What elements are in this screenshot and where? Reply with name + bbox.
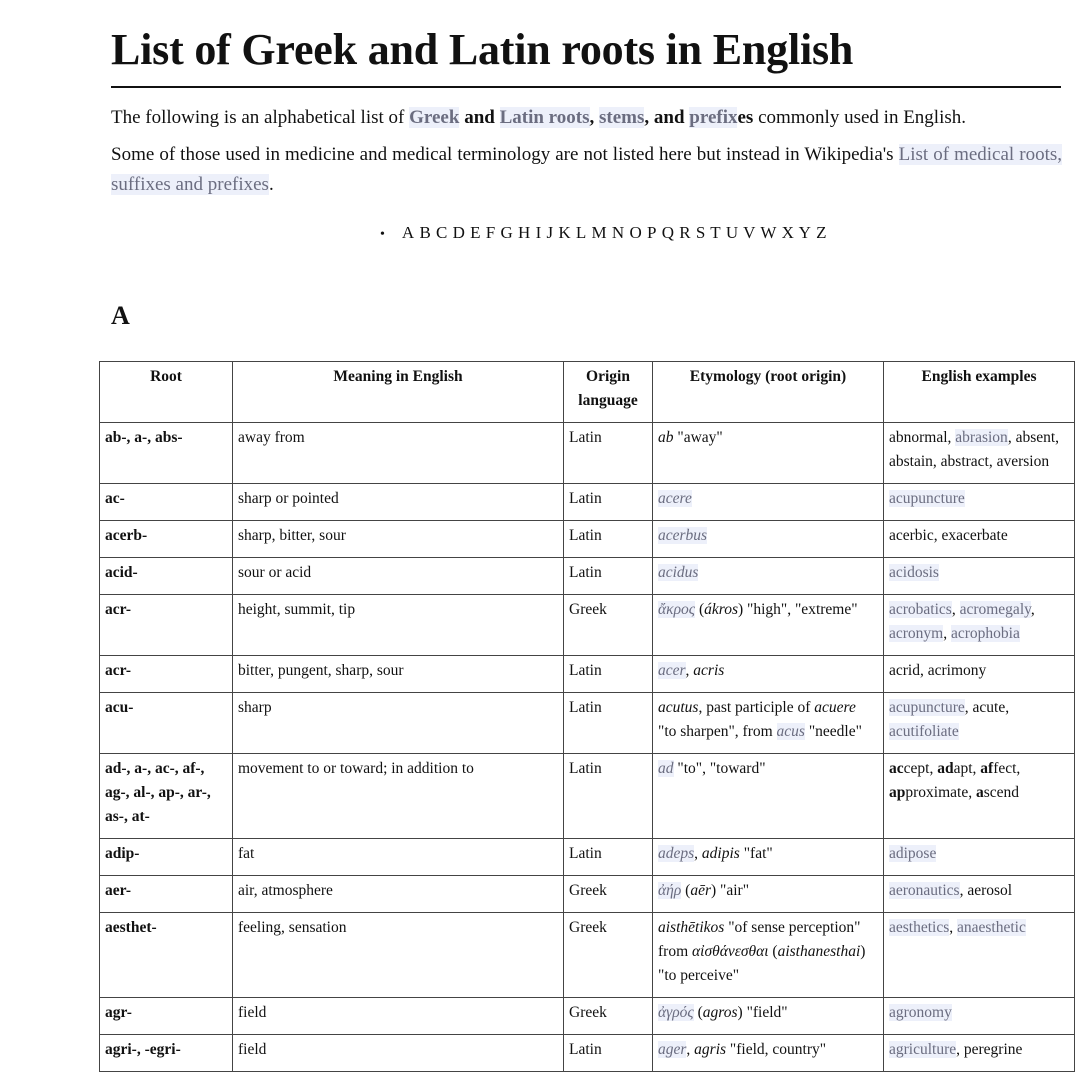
etymology-link[interactable]: adeps <box>658 845 695 862</box>
meaning-cell: sour or acid <box>233 558 564 595</box>
table-header-row <box>100 362 1075 423</box>
etymology-link[interactable]: ager <box>658 1041 687 1058</box>
etymology-text: ) "high", "extreme" <box>737 601 858 618</box>
example-text: abnormal, <box>889 429 956 446</box>
table-row <box>100 839 1075 876</box>
origin-cell: Greek <box>564 876 653 913</box>
table-row <box>100 656 1075 693</box>
alphabet-link-f[interactable]: F <box>485 223 496 242</box>
examples-cell <box>884 521 1075 558</box>
example-text: apt, <box>953 760 981 777</box>
etymology-link[interactable]: acidus <box>658 564 699 581</box>
etymology-italic: ákros <box>704 601 738 618</box>
example-link[interactable]: acupuncture <box>889 490 965 507</box>
root-cell: acr- <box>100 595 233 656</box>
meaning-cell: sharp, bitter, sour <box>233 521 564 558</box>
origin-cell: Latin <box>564 754 653 839</box>
origin-cell: Latin <box>564 656 653 693</box>
intro-text: . <box>268 174 274 195</box>
table-row <box>100 693 1075 754</box>
example-link[interactable]: acrophobia <box>950 625 1020 642</box>
example-bold: af <box>980 760 994 777</box>
examples-cell <box>884 913 1075 998</box>
etymology-italic: adipis <box>701 845 740 862</box>
root-cell: agri-, -egri- <box>100 1035 233 1072</box>
intro-text: , <box>589 107 599 128</box>
header-root: Root <box>100 362 233 423</box>
section-heading-a: A <box>111 301 130 330</box>
etymology-link[interactable]: acerbus <box>658 527 708 544</box>
root-cell: acr- <box>100 656 233 693</box>
intro-paragraph <box>111 103 1062 133</box>
etymology-cell <box>653 693 884 754</box>
alphabet-link-x[interactable]: X <box>781 223 794 242</box>
alphabet-link-w[interactable]: W <box>760 223 777 242</box>
etymology-cell <box>653 656 884 693</box>
etymology-text: "field, country" <box>726 1041 827 1058</box>
header-origin: Origin language <box>564 362 653 423</box>
etymology-italic: αἰσθάνεσθαι <box>692 943 769 960</box>
meaning-cell: feeling, sensation <box>233 913 564 998</box>
meaning-cell: bitter, pungent, sharp, sour <box>233 656 564 693</box>
intro-text: The following is an alphabetical list of <box>111 107 410 128</box>
table-row <box>100 558 1075 595</box>
example-link[interactable]: agriculture <box>889 1041 957 1058</box>
etymology-text: ( <box>693 1004 703 1021</box>
examples-cell <box>884 484 1075 521</box>
meaning-cell: sharp or pointed <box>233 484 564 521</box>
meaning-cell: height, summit, tip <box>233 595 564 656</box>
intro-text: and <box>459 107 500 128</box>
etymology-link[interactable]: acer <box>658 662 686 679</box>
etymology-italic: aēr <box>690 882 711 899</box>
etymology-cell <box>653 521 884 558</box>
meaning-cell: away from <box>233 423 564 484</box>
example-text: fect, <box>993 760 1021 777</box>
root-cell: aesthet- <box>100 913 233 998</box>
example-link[interactable]: acromegaly <box>959 601 1031 618</box>
header-etymology: Etymology (root origin) <box>653 362 884 423</box>
medical-roots-link[interactable]: List of medical roots, suffixes and prefixes <box>111 144 1062 195</box>
etymology-italic: agros <box>702 1004 738 1021</box>
alphabet-link-j[interactable]: J <box>546 223 554 242</box>
alphabet-link-b[interactable]: B <box>419 223 431 242</box>
intro-text: Some of those used in medicine and medical terminology are not listed here but instead in Wikipedia's <box>111 144 899 165</box>
root-cell: aer- <box>100 876 233 913</box>
etymology-cell <box>653 558 884 595</box>
root-cell: ad-, a-, ac-, af-, ag-, al-, ap-, ar-, as-, at- <box>100 754 233 839</box>
meaning-cell: fat <box>233 839 564 876</box>
example-bold: ac <box>889 760 904 777</box>
etymology-text: , <box>685 662 694 679</box>
etymology-text: "to sharpen", from <box>658 723 777 740</box>
etymology-text: ( <box>681 882 691 899</box>
table-row <box>100 484 1075 521</box>
etymology-cell <box>653 484 884 521</box>
alphabet-link-m[interactable]: M <box>591 223 607 242</box>
etymology-cell <box>653 998 884 1035</box>
etymology-text: "fat" <box>739 845 773 862</box>
bullet-icon: • <box>380 227 385 242</box>
table-row <box>100 754 1075 839</box>
root-cell: acu- <box>100 693 233 754</box>
intro-text: es <box>737 107 754 128</box>
table-row <box>100 1035 1075 1072</box>
origin-cell: Greek <box>564 998 653 1035</box>
examples-cell <box>884 754 1075 839</box>
example-text: proximate, <box>905 784 976 801</box>
header-meaning: Meaning in English <box>233 362 564 423</box>
examples-cell <box>884 423 1075 484</box>
examples-cell <box>884 656 1075 693</box>
example-link[interactable]: aeronautics <box>889 882 960 899</box>
table-row <box>100 521 1075 558</box>
alphabet-link-y[interactable]: Y <box>798 223 811 242</box>
etymology-cell <box>653 1035 884 1072</box>
meaning-cell: air, atmosphere <box>233 876 564 913</box>
example-text: , <box>951 601 960 618</box>
etymology-italic: acuere <box>814 699 856 716</box>
example-link[interactable]: acutifoliate <box>889 723 959 740</box>
example-bold: a <box>975 784 984 801</box>
etymology-italic: acutus <box>658 699 699 716</box>
alphabet-link-a[interactable]: A <box>401 223 415 242</box>
etymology-italic: agris <box>694 1041 727 1058</box>
examples-cell <box>884 558 1075 595</box>
etymology-link[interactable]: acus <box>776 723 805 740</box>
origin-cell: Latin <box>564 1035 653 1072</box>
alphabet-link-s[interactable]: S <box>695 223 706 242</box>
etymology-text: , past participle of <box>698 699 815 716</box>
alphabet-link-l[interactable]: L <box>575 223 587 242</box>
examples-cell <box>884 876 1075 913</box>
etymology-text: "to", "toward" <box>673 760 766 777</box>
etymology-text: ) "field" <box>737 1004 788 1021</box>
etymology-text: "of sense perception" from <box>658 919 861 960</box>
table-row <box>100 998 1075 1035</box>
examples-cell <box>884 693 1075 754</box>
etymology-text: , <box>694 845 702 862</box>
alphabet-link-r[interactable]: R <box>679 223 691 242</box>
alphabet-link-d[interactable]: D <box>452 223 465 242</box>
alphabet-link-v[interactable]: V <box>743 223 756 242</box>
origin-cell: Latin <box>564 484 653 521</box>
origin-cell: Latin <box>564 839 653 876</box>
alphabet-link-e[interactable]: E <box>470 223 481 242</box>
etymology-italic: aisthētikos <box>658 919 725 936</box>
example-link[interactable]: acronym <box>889 625 944 642</box>
alphabet-link-i[interactable]: I <box>535 223 542 242</box>
stems-link[interactable]: stems <box>599 107 645 128</box>
intro-paragraph-medical <box>111 140 1062 200</box>
roots-table <box>99 361 1075 1072</box>
etymology-cell <box>653 913 884 998</box>
example-text: , <box>943 625 951 642</box>
example-link[interactable]: abrasion <box>955 429 1008 446</box>
intro-text: commonly used in English. <box>753 107 966 128</box>
origin-cell: Greek <box>564 595 653 656</box>
etymology-link[interactable]: ἀήρ <box>658 882 682 899</box>
origin-cell: Latin <box>564 521 653 558</box>
alphabet-link-g[interactable]: G <box>500 223 513 242</box>
example-text: , <box>1030 601 1035 618</box>
example-text: , aerosol <box>959 882 1013 899</box>
prefix-link[interactable]: prefix <box>689 107 738 128</box>
latin-roots-link[interactable]: Latin roots <box>499 107 590 128</box>
root-cell: acid- <box>100 558 233 595</box>
example-link[interactable]: anaesthetic <box>957 919 1026 936</box>
example-link[interactable]: adipose <box>889 845 937 862</box>
etymology-text: ) "to perceive" <box>658 943 866 984</box>
example-text: , peregrine <box>956 1041 1023 1058</box>
greek-link[interactable]: Greek <box>409 107 460 128</box>
example-link[interactable]: aesthetics <box>889 919 950 936</box>
alphabet-link-z[interactable]: Z <box>816 223 827 242</box>
etymology-link[interactable]: ad <box>658 760 674 777</box>
example-text: , acute, <box>964 699 1010 716</box>
example-link[interactable]: agronomy <box>889 1004 952 1021</box>
example-bold: ap <box>889 784 906 801</box>
etymology-text: "away" <box>673 429 723 446</box>
etymology-text: ( <box>695 601 705 618</box>
meaning-cell: movement to or toward; in addition to <box>233 754 564 839</box>
example-text: , absent, abstain, abstract, aversion <box>889 429 1060 470</box>
example-link[interactable]: acupuncture <box>889 699 965 716</box>
example-text: acerbic, exacerbate <box>889 527 1008 544</box>
etymology-cell <box>653 595 884 656</box>
etymology-cell <box>653 754 884 839</box>
alphabet-link-o[interactable]: O <box>629 223 642 242</box>
example-text: , <box>949 919 958 936</box>
alphabet-link-u[interactable]: U <box>725 223 739 242</box>
meaning-cell: field <box>233 998 564 1035</box>
etymology-italic: acris <box>693 662 725 679</box>
etymology-cell <box>653 876 884 913</box>
root-cell: ab-, a-, abs- <box>100 423 233 484</box>
root-cell: ac- <box>100 484 233 521</box>
etymology-text: "needle" <box>804 723 862 740</box>
origin-cell: Latin <box>564 693 653 754</box>
etymology-italic: aisthanesthai <box>777 943 861 960</box>
etymology-cell <box>653 423 884 484</box>
etymology-link[interactable]: ἄκρος <box>658 601 696 618</box>
alphabet-link-n[interactable]: N <box>611 223 625 242</box>
examples-cell <box>884 1035 1075 1072</box>
table-row <box>100 595 1075 656</box>
origin-cell: Greek <box>564 913 653 998</box>
root-cell: adip- <box>100 839 233 876</box>
example-bold: ad <box>937 760 954 777</box>
meaning-cell: sharp <box>233 693 564 754</box>
etymology-cell <box>653 839 884 876</box>
example-link[interactable]: acidosis <box>889 564 939 581</box>
origin-cell: Latin <box>564 558 653 595</box>
example-text: acrid, acrimony <box>889 662 987 679</box>
example-link[interactable]: acrobatics <box>889 601 952 618</box>
root-cell: acerb- <box>100 521 233 558</box>
table-row <box>100 913 1075 998</box>
table-row <box>100 423 1075 484</box>
table-body <box>100 423 1075 1072</box>
table-row <box>100 876 1075 913</box>
examples-cell <box>884 839 1075 876</box>
etymology-italic: ab <box>658 429 674 446</box>
alphabet-link-c[interactable]: C <box>436 223 448 242</box>
alphabet-link-q[interactable]: Q <box>661 223 674 242</box>
example-text: scend <box>983 784 1020 801</box>
etymology-text: , <box>686 1041 695 1058</box>
alphabet-nav <box>380 222 827 246</box>
examples-cell <box>884 595 1075 656</box>
etymology-text: ) "air" <box>710 882 750 899</box>
meaning-cell: field <box>233 1035 564 1072</box>
examples-cell <box>884 998 1075 1035</box>
alphabet-link-p[interactable]: P <box>646 223 657 242</box>
page-title: List of Greek and Latin roots in English <box>111 24 1061 88</box>
alphabet-link-t[interactable]: T <box>710 223 721 242</box>
etymology-link[interactable]: acere <box>658 490 692 507</box>
alphabet-link-k[interactable]: K <box>558 223 571 242</box>
alphabet-link-h[interactable]: H <box>518 223 531 242</box>
example-text: cept, <box>903 760 938 777</box>
origin-cell: Latin <box>564 423 653 484</box>
header-examples: English examples <box>884 362 1075 423</box>
alphabet-list-item <box>380 222 827 246</box>
intro-text: , and <box>644 107 690 128</box>
etymology-link[interactable]: ἀγρός <box>658 1004 694 1021</box>
root-cell: agr- <box>100 998 233 1035</box>
etymology-text: ( <box>768 943 778 960</box>
